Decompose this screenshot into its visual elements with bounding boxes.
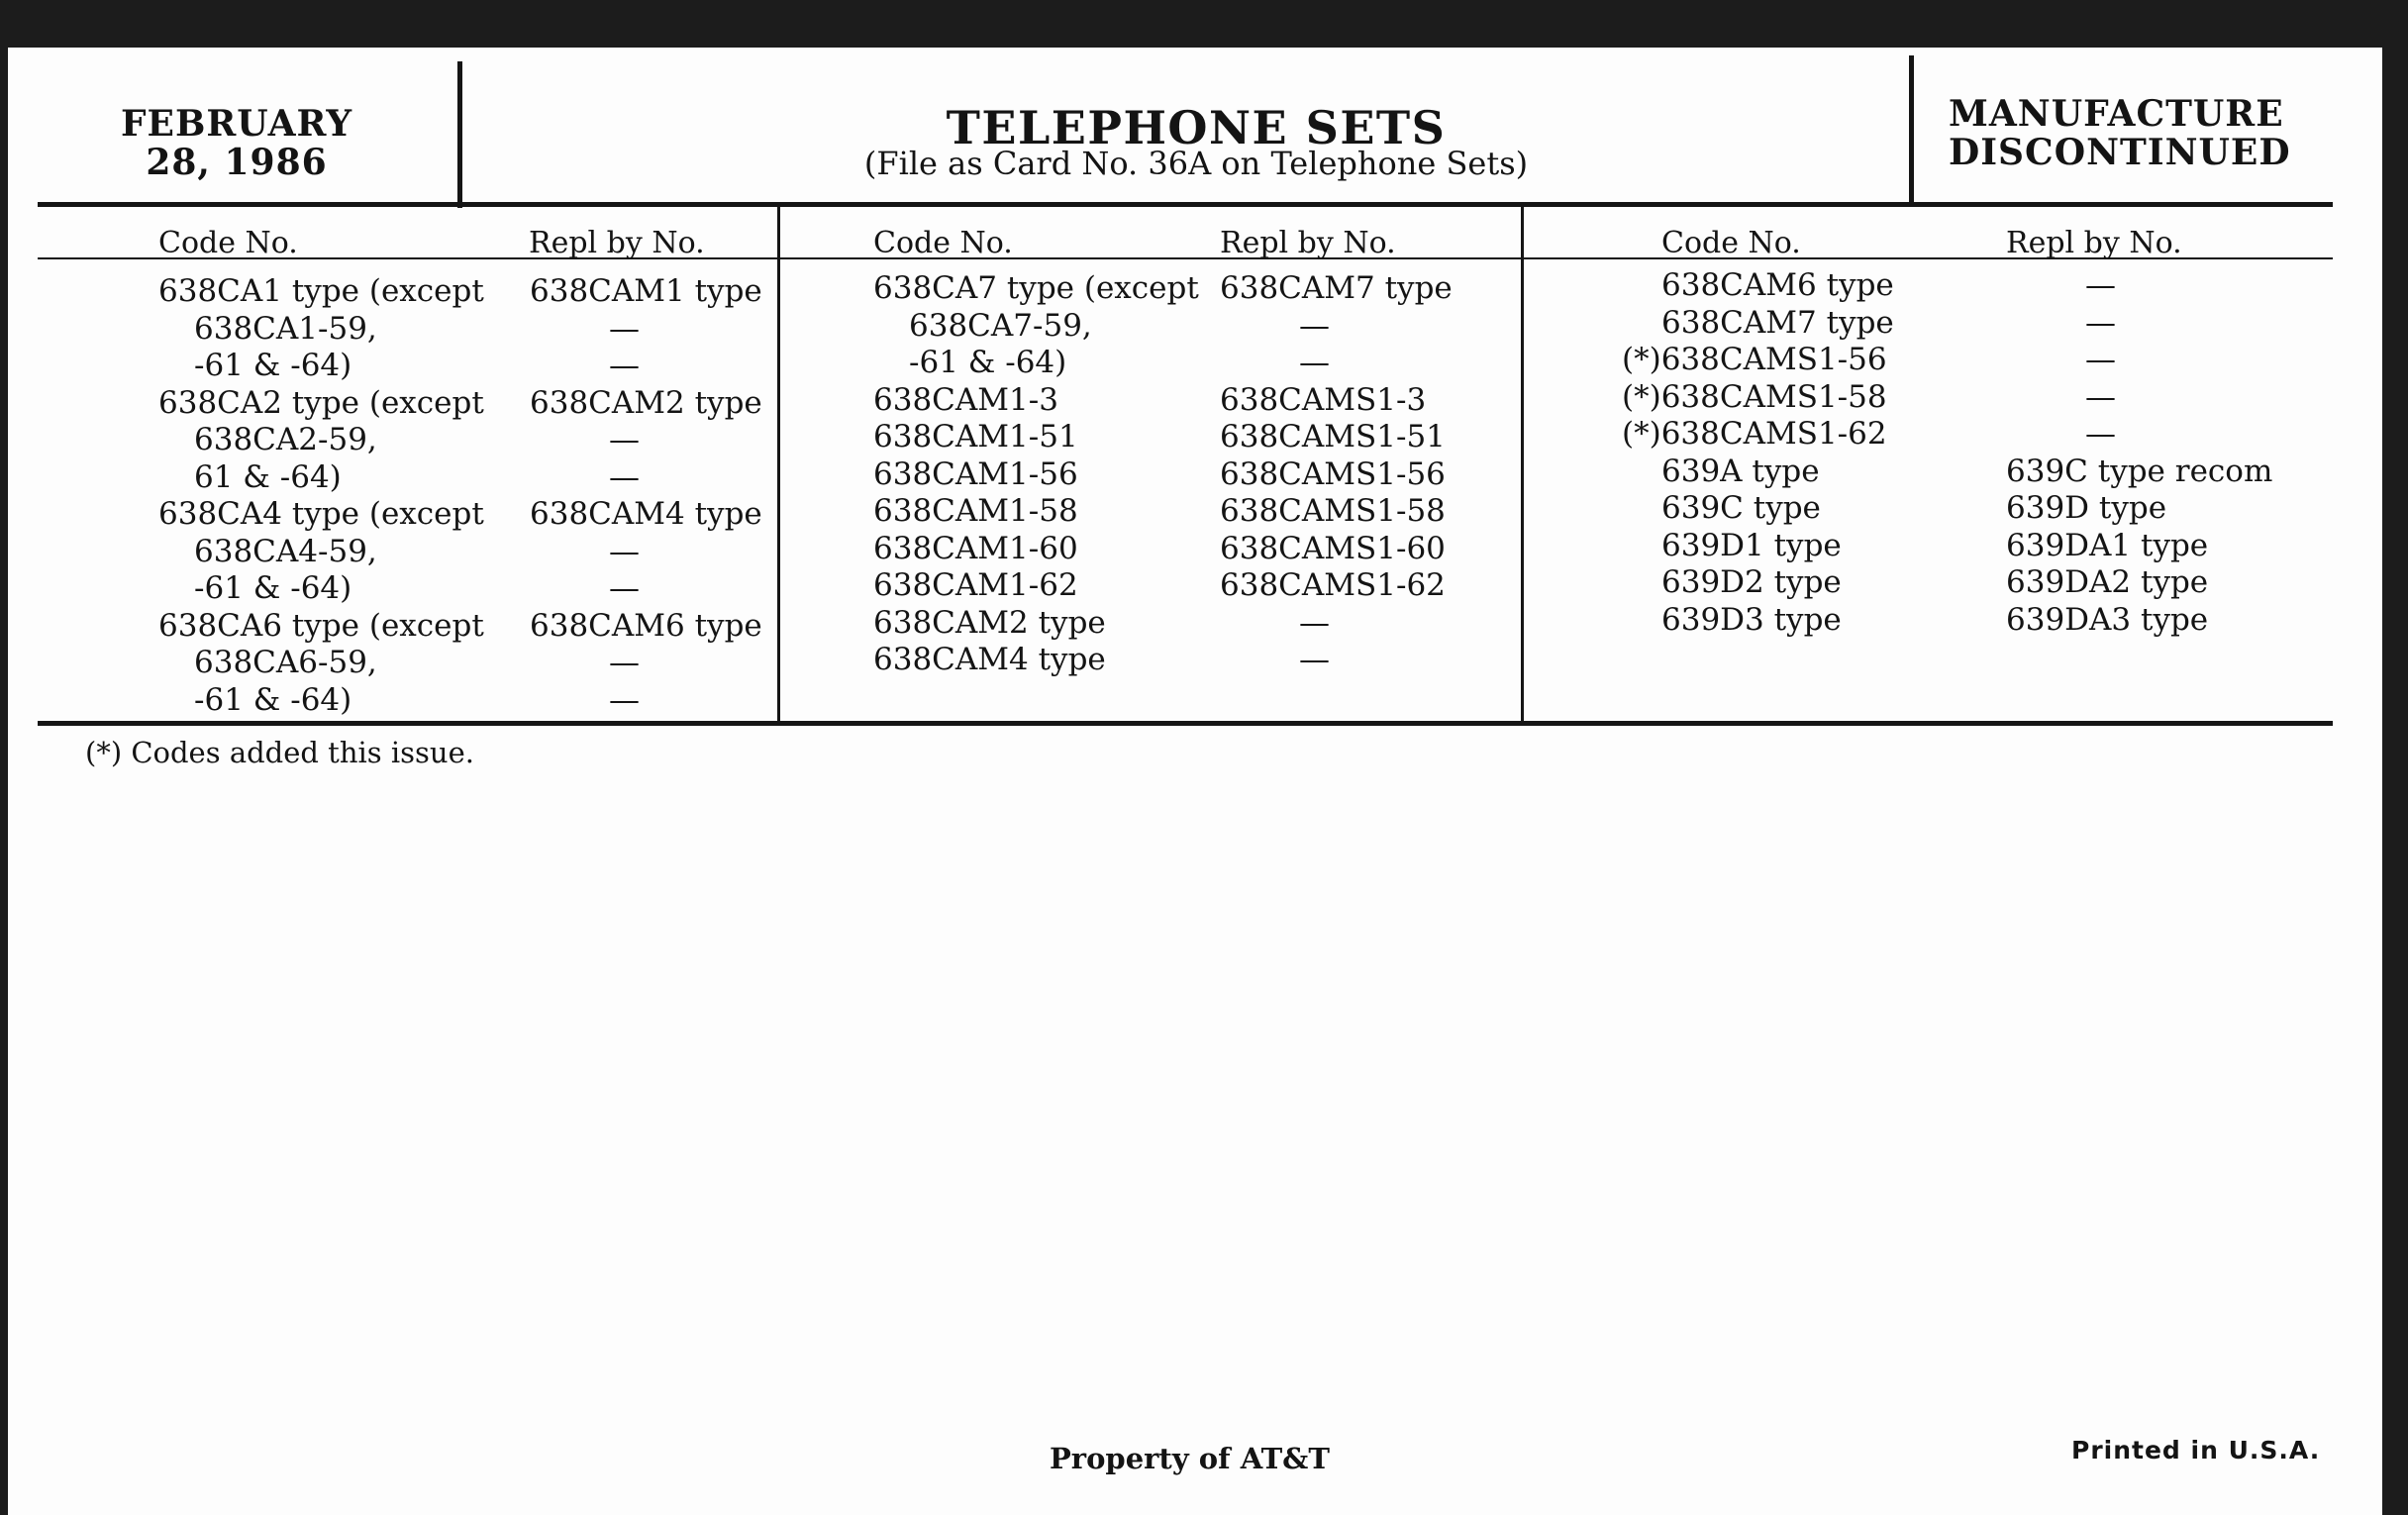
- col2-code-cell: 638CAM1-58: [873, 493, 1078, 529]
- table-header-rule: [38, 257, 2333, 259]
- col3-codes: [1622, 267, 1894, 639]
- col1-repl-cell: 638CAM6 type: [530, 607, 762, 644]
- col1-repl-cell: —: [609, 458, 640, 495]
- col3-code-cell: 639D2 type: [1661, 564, 1842, 600]
- col3-code-cell: 638CAM7 type: [1661, 304, 1894, 341]
- col2-repl-cell: 638CAMS1-62: [1220, 567, 1446, 603]
- col3-repl-cell: 639D type: [2006, 490, 2167, 526]
- col1-code-cell: 638CA6-59,: [194, 645, 377, 680]
- col2-code-cell: 638CAM2 type: [873, 604, 1106, 641]
- col3-repl-header: Repl by No.: [2006, 226, 2182, 260]
- col1-repl-cell: —: [609, 310, 640, 347]
- col1-code-cell: -61 & -64): [194, 681, 352, 718]
- header-divider-right: [1909, 55, 1914, 204]
- col1-code-cell: 638CA4-59,: [194, 533, 377, 569]
- col1-code-cell: 61 & -64): [194, 458, 342, 495]
- col2-code-header: Code No.: [873, 226, 1013, 260]
- header-divider-left: [457, 61, 462, 208]
- printed-label: Printed in U.S.A.: [2071, 1436, 2321, 1464]
- col2-code-cell: 638CAM1-51: [873, 419, 1078, 454]
- col2-repl-cell: —: [1299, 604, 1330, 641]
- col1-code-header: Code No.: [158, 226, 298, 260]
- col1-repl-cell: —: [609, 681, 640, 718]
- col2-repl-cell: 638CAMS1-56: [1220, 455, 1446, 492]
- col1-code-cell: 638CA6 type (except: [158, 607, 484, 644]
- column-divider-2: [1521, 206, 1524, 723]
- col3-code-cell: (*)638CAMS1-56: [1622, 342, 1887, 377]
- property-label: Property of AT&T: [1050, 1442, 1330, 1475]
- col1-repl-cell: 638CAM2 type: [530, 384, 762, 421]
- col1-code-cell: 638CA2 type (except: [158, 384, 484, 421]
- col2-code-cell: 638CAM1-56: [873, 455, 1078, 492]
- col1-code-cell: 638CA2-59,: [194, 422, 377, 457]
- col1-codes: [158, 273, 484, 719]
- col2-repl-cell: 638CAMS1-51: [1220, 419, 1446, 454]
- issue-date-text: FEBRUARY 28, 1986: [120, 103, 353, 183]
- col1-repl-cell: 638CAM1 type: [530, 273, 762, 309]
- col2-code-cell: 638CA7 type (except: [873, 270, 1199, 306]
- col2-code-cell: 638CA7-59,: [909, 307, 1092, 344]
- col1-repls: [530, 273, 762, 719]
- col2-code-cell: -61 & -64): [909, 345, 1067, 380]
- page-title: TELEPHONE SETS: [946, 101, 1447, 154]
- table-bottom-rule: [38, 721, 2333, 726]
- footnote: (*) Codes added this issue.: [85, 736, 474, 769]
- col1-code-cell: 638CA1-59,: [194, 310, 377, 347]
- col3-repl-cell: —: [2085, 342, 2116, 377]
- col2-code-cell: 638CAM4 type: [873, 642, 1106, 677]
- col2-repls: [1220, 270, 1453, 679]
- issue-date: [44, 105, 430, 182]
- col3-repl-cell: —: [2085, 378, 2116, 415]
- col3-code-cell: 639D1 type: [1661, 527, 1842, 563]
- col2-code-cell: 638CAM1-3: [873, 381, 1058, 418]
- reference-card: [8, 48, 2382, 1515]
- col1-repl-cell: —: [609, 533, 640, 569]
- table-top-rule: [38, 202, 2333, 207]
- status-label: [1949, 95, 2305, 172]
- col3-repl-cell: 639DA2 type: [2006, 564, 2209, 600]
- col3-repls: [2006, 267, 2272, 639]
- status-label-text: MANUFACTURE DISCONTINUED: [1949, 93, 2291, 173]
- col2-repl-cell: —: [1299, 642, 1330, 677]
- col1-repl-cell: —: [609, 570, 640, 606]
- col1-code-cell: 638CA4 type (except: [158, 496, 484, 532]
- col3-repl-cell: —: [2085, 267, 2116, 303]
- col3-repl-cell: —: [2085, 416, 2116, 452]
- col2-code-cell: 638CAM1-60: [873, 530, 1078, 566]
- col1-repl-header: Repl by No.: [529, 226, 705, 260]
- col2-code-cell: 638CAM1-62: [873, 567, 1078, 603]
- col3-code-cell: (*)638CAMS1-62: [1622, 416, 1887, 452]
- col1-code-cell: 638CA1 type (except: [158, 273, 484, 309]
- col3-repl-cell: 639DA1 type: [2006, 527, 2209, 563]
- col1-code-cell: -61 & -64): [194, 570, 352, 606]
- col1-repl-cell: 638CAM4 type: [530, 496, 762, 532]
- col2-repl-cell: —: [1299, 307, 1330, 344]
- col3-code-cell: 639A type: [1661, 453, 1820, 489]
- col1-repl-cell: —: [609, 422, 640, 457]
- column-divider-1: [777, 206, 780, 723]
- col3-repl-cell: 639C type recom: [2006, 453, 2273, 489]
- col2-repl-header: Repl by No.: [1220, 226, 1396, 260]
- col2-repl-cell: 638CAMS1-60: [1220, 530, 1446, 566]
- col3-code-cell: 639D3 type: [1661, 601, 1842, 638]
- col2-repl-cell: 638CAM7 type: [1220, 270, 1453, 306]
- col3-code-header: Code No.: [1661, 226, 1801, 260]
- col2-codes: [873, 270, 1199, 679]
- col3-repl-cell: —: [2085, 304, 2116, 341]
- col2-repl-cell: 638CAMS1-3: [1220, 381, 1427, 418]
- col3-code-cell: (*)638CAMS1-58: [1622, 378, 1887, 415]
- page-subtitle: (File as Card No. 36A on Telephone Sets): [863, 145, 1529, 182]
- col1-repl-cell: —: [609, 645, 640, 680]
- col2-repl-cell: 638CAMS1-58: [1220, 493, 1446, 529]
- col2-repl-cell: —: [1299, 345, 1330, 380]
- col1-repl-cell: —: [609, 348, 640, 383]
- col3-code-cell: 639C type: [1661, 490, 1821, 526]
- col3-repl-cell: 639DA3 type: [2006, 601, 2209, 638]
- col3-code-cell: 638CAM6 type: [1661, 267, 1894, 303]
- col1-code-cell: -61 & -64): [194, 348, 352, 383]
